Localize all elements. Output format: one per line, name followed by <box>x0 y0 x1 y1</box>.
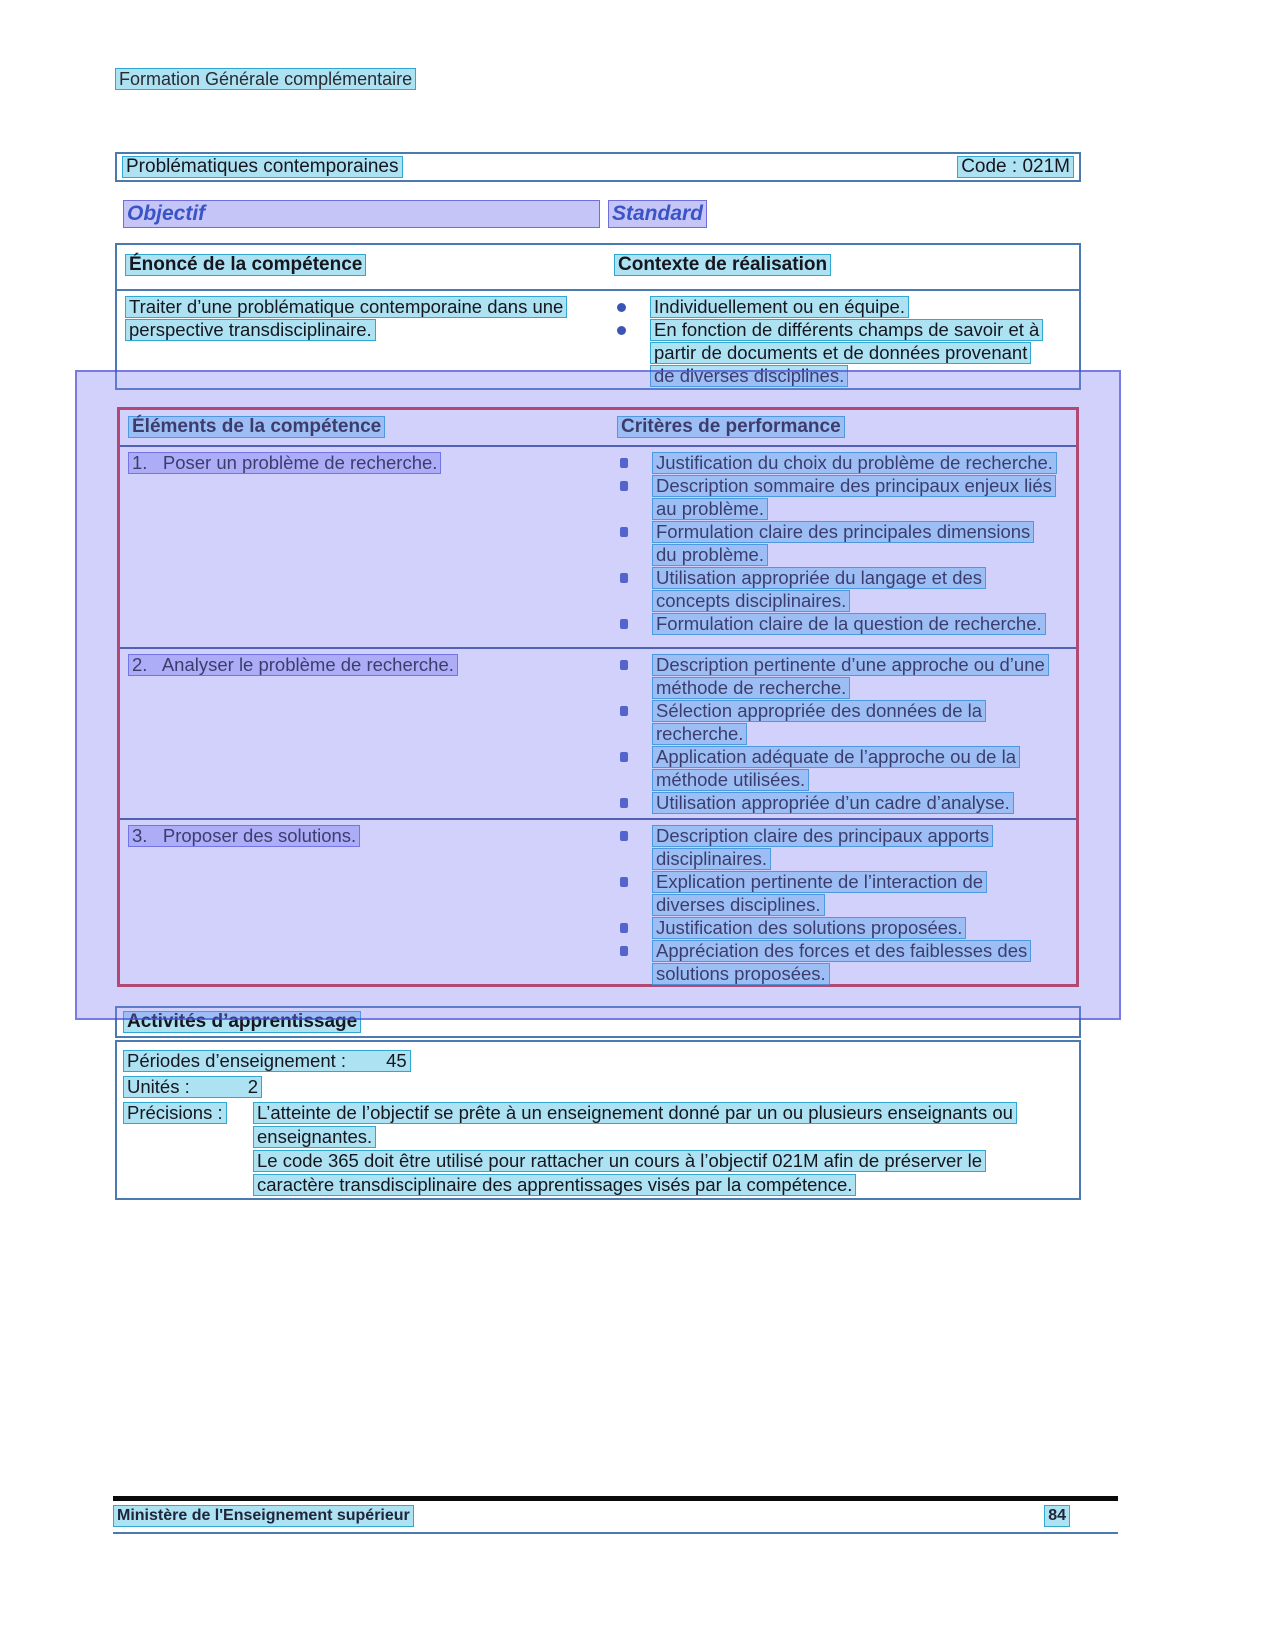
competence-header-left: Énoncé de la compétence <box>125 254 366 276</box>
text-line-wrap <box>652 963 1076 986</box>
criterion-item-lines <box>652 917 1076 940</box>
text-line: Formulation claire des principales dimensions <box>652 521 1034 543</box>
footer <box>113 1505 1118 1534</box>
text-line-wrap <box>652 544 1076 567</box>
criterion-item <box>617 700 1076 746</box>
bullet-icon <box>620 458 628 468</box>
text-line-wrap <box>652 917 1076 940</box>
bullet-icon <box>620 752 628 762</box>
criterion-item <box>617 521 1076 567</box>
element-cell <box>120 452 617 647</box>
standard-heading-bar <box>608 200 707 228</box>
text-line: Utilisation appropriée d’un cadre d’analyse. <box>652 792 1014 814</box>
elements-header-left: Éléments de la compétence <box>128 416 385 438</box>
standard-heading: Standard <box>612 202 704 225</box>
periods-row <box>123 1050 1079 1076</box>
criterion-item <box>617 452 1076 475</box>
text-line: Application adéquate de l’approche ou de la <box>652 746 1020 768</box>
bullet-icon <box>620 619 628 629</box>
objectif-heading-bar <box>123 200 600 228</box>
text-line: Description sommaire des principaux enjeux liés <box>652 475 1056 497</box>
criterion-item-lines <box>652 452 1076 475</box>
context-item <box>614 296 1079 319</box>
text-line-wrap <box>652 871 1076 894</box>
text-line: Justification du choix du problème de recherche. <box>652 452 1057 474</box>
units-row <box>123 1076 1079 1102</box>
text-line-wrap <box>652 521 1076 544</box>
text-line: au problème. <box>652 498 768 520</box>
text-line: solutions proposées. <box>652 963 830 985</box>
text-line: Utilisation appropriée du langage et des <box>652 567 986 589</box>
text-line: recherche. <box>652 723 747 745</box>
bullet-icon <box>620 660 628 670</box>
precision-line: Le code 365 doit être utilisé pour rattacher un cours à l’objectif 021M afin de préserver le <box>253 1150 986 1172</box>
text-line-wrap <box>650 319 1079 342</box>
text-line: En fonction de différents champs de savoir et à <box>650 319 1043 341</box>
competence-table-body <box>117 291 1079 388</box>
criterion-item-lines <box>652 825 1076 871</box>
realisation-context <box>614 296 1079 388</box>
objectif-heading: Objectif <box>127 202 206 225</box>
activities-section <box>115 1040 1081 1200</box>
text-line-wrap <box>652 677 1076 700</box>
competence-header-right: Contexte de réalisation <box>614 254 831 276</box>
precision-line-wrap <box>253 1150 1017 1174</box>
text-line-wrap <box>652 825 1076 848</box>
text-line-wrap <box>650 296 1079 319</box>
bullet-icon <box>620 527 628 537</box>
statement-line: perspective transdisciplinaire. <box>125 319 376 341</box>
criterion-item <box>617 475 1076 521</box>
precisions-label: Précisions : <box>123 1102 227 1124</box>
criterion-item <box>617 613 1076 636</box>
text-line-wrap <box>652 792 1076 815</box>
text-line: de diverses disciplines. <box>650 365 848 387</box>
text-line-wrap <box>652 498 1076 521</box>
units-label: Unités : <box>127 1076 190 1097</box>
elements-header-right: Critères de performance <box>617 416 845 438</box>
criteria-cell <box>617 452 1076 647</box>
units-value: 2 <box>247 1076 259 1097</box>
precision-line: enseignantes. <box>253 1126 376 1148</box>
text-line-wrap <box>650 365 1079 388</box>
element-cell <box>120 825 617 984</box>
text-line-wrap <box>652 590 1076 613</box>
text-line: méthode utilisées. <box>652 769 809 791</box>
bullet-icon <box>620 706 628 716</box>
criterion-item-lines <box>652 567 1076 613</box>
element-title: 1. Poser un problème de recherche. <box>128 452 441 474</box>
criterion-item <box>617 940 1076 986</box>
criterion-item-lines <box>652 700 1076 746</box>
text-line-wrap <box>652 654 1076 677</box>
text-line: Explication pertinente de l’interaction de <box>652 871 987 893</box>
precisions-row <box>123 1102 1079 1198</box>
criterion-item-lines <box>652 613 1076 636</box>
criterion-item-lines <box>652 871 1076 917</box>
bullet-icon <box>620 798 628 808</box>
precision-line: caractère transdisciplinaire des apprentissages visés par la compétence. <box>253 1174 856 1196</box>
text-line-wrap <box>652 567 1076 590</box>
bullet-icon <box>620 831 628 841</box>
text-line-wrap <box>652 940 1076 963</box>
elements-table-header <box>120 410 1076 447</box>
element-title: 2. Analyser le problème de recherche. <box>128 654 458 676</box>
bullet-icon <box>620 877 628 887</box>
text-line: concepts disciplinaires. <box>652 590 850 612</box>
criterion-item <box>617 746 1076 792</box>
criterion-item <box>617 917 1076 940</box>
text-line-wrap <box>652 894 1076 917</box>
text-line: Description pertinente d’une approche ou d’une <box>652 654 1049 676</box>
bullet-icon <box>617 326 626 335</box>
text-line-wrap <box>652 452 1076 475</box>
text-line-wrap <box>652 746 1076 769</box>
precisions-text <box>253 1102 1017 1198</box>
elements-table <box>117 407 1079 987</box>
text-line: diverses disciplines. <box>652 894 825 916</box>
course-code: Code : 021M <box>957 156 1074 178</box>
section-headings-row <box>123 200 1081 228</box>
footer-divider <box>113 1496 1118 1501</box>
bullet-icon <box>617 303 626 312</box>
criteria-cell <box>617 654 1076 818</box>
document-category-label: Formation Générale complémentaire <box>115 68 416 90</box>
context-item-lines <box>650 296 1079 319</box>
competence-table-header <box>117 245 1079 291</box>
context-item-lines <box>650 319 1079 388</box>
criterion-item <box>617 567 1076 613</box>
element-row <box>120 649 1076 820</box>
competence-table <box>115 243 1081 390</box>
periods-line <box>123 1050 411 1072</box>
units-line <box>123 1076 262 1098</box>
element-row <box>120 820 1076 984</box>
context-item <box>614 319 1079 388</box>
criterion-item <box>617 871 1076 917</box>
text-line-wrap <box>652 613 1076 636</box>
criterion-item-lines <box>652 475 1076 521</box>
text-line-wrap <box>650 342 1079 365</box>
statement-line-wrap <box>125 319 614 342</box>
bullet-icon <box>620 573 628 583</box>
activities-heading: Activités d’apprentissage <box>123 1011 361 1033</box>
statement-line-wrap <box>125 296 614 319</box>
text-line: Justification des solutions proposées. <box>652 917 966 939</box>
criterion-item-lines <box>652 940 1076 986</box>
element-row <box>120 447 1076 649</box>
statement-line: Traiter d’une problématique contemporaine dans une <box>125 296 567 318</box>
criterion-item-lines <box>652 746 1076 792</box>
precision-line: L’atteinte de l’objectif se prête à un enseignement donné par un ou plusieurs enseignants ou <box>253 1102 1017 1124</box>
text-line-wrap <box>652 700 1076 723</box>
bullet-icon <box>620 923 628 933</box>
text-line: Appréciation des forces et des faiblesses des <box>652 940 1031 962</box>
text-line: Formulation claire de la question de recherche. <box>652 613 1046 635</box>
text-line: du problème. <box>652 544 768 566</box>
text-line-wrap <box>652 475 1076 498</box>
periods-value: 45 <box>386 1050 407 1071</box>
criterion-item-lines <box>652 654 1076 700</box>
element-cell <box>120 654 617 818</box>
bullet-icon <box>620 481 628 491</box>
element-title: 3. Proposer des solutions. <box>128 825 360 847</box>
criterion-item <box>617 792 1076 815</box>
text-line: Sélection appropriée des données de la <box>652 700 986 722</box>
criteria-cell <box>617 825 1076 984</box>
periods-label: Périodes d’enseignement : <box>127 1050 347 1071</box>
text-line: méthode de recherche. <box>652 677 850 699</box>
text-line: Individuellement ou en équipe. <box>650 296 909 318</box>
text-line: Description claire des principaux apports <box>652 825 993 847</box>
title-bar <box>115 152 1081 182</box>
footer-page-number: 84 <box>1044 1505 1070 1527</box>
document-category <box>115 68 416 90</box>
criterion-item-lines <box>652 792 1076 815</box>
course-title: Problématiques contemporaines <box>122 156 403 178</box>
precision-line-wrap <box>253 1102 1017 1126</box>
competence-statement <box>117 296 614 388</box>
text-line: disciplinaires. <box>652 848 771 870</box>
footer-ministry: Ministère de l'Enseignement supérieur <box>113 1505 414 1527</box>
criterion-item <box>617 825 1076 871</box>
criterion-item-lines <box>652 521 1076 567</box>
bullet-icon <box>620 946 628 956</box>
text-line-wrap <box>652 723 1076 746</box>
criterion-item <box>617 654 1076 700</box>
text-line-wrap <box>652 769 1076 792</box>
precision-line-wrap <box>253 1174 1017 1198</box>
activities-heading-box <box>115 1006 1081 1038</box>
precision-line-wrap <box>253 1126 1017 1150</box>
text-line-wrap <box>652 848 1076 871</box>
elements-table-body <box>120 447 1076 984</box>
text-line: partir de documents et de données provenant <box>650 342 1031 364</box>
